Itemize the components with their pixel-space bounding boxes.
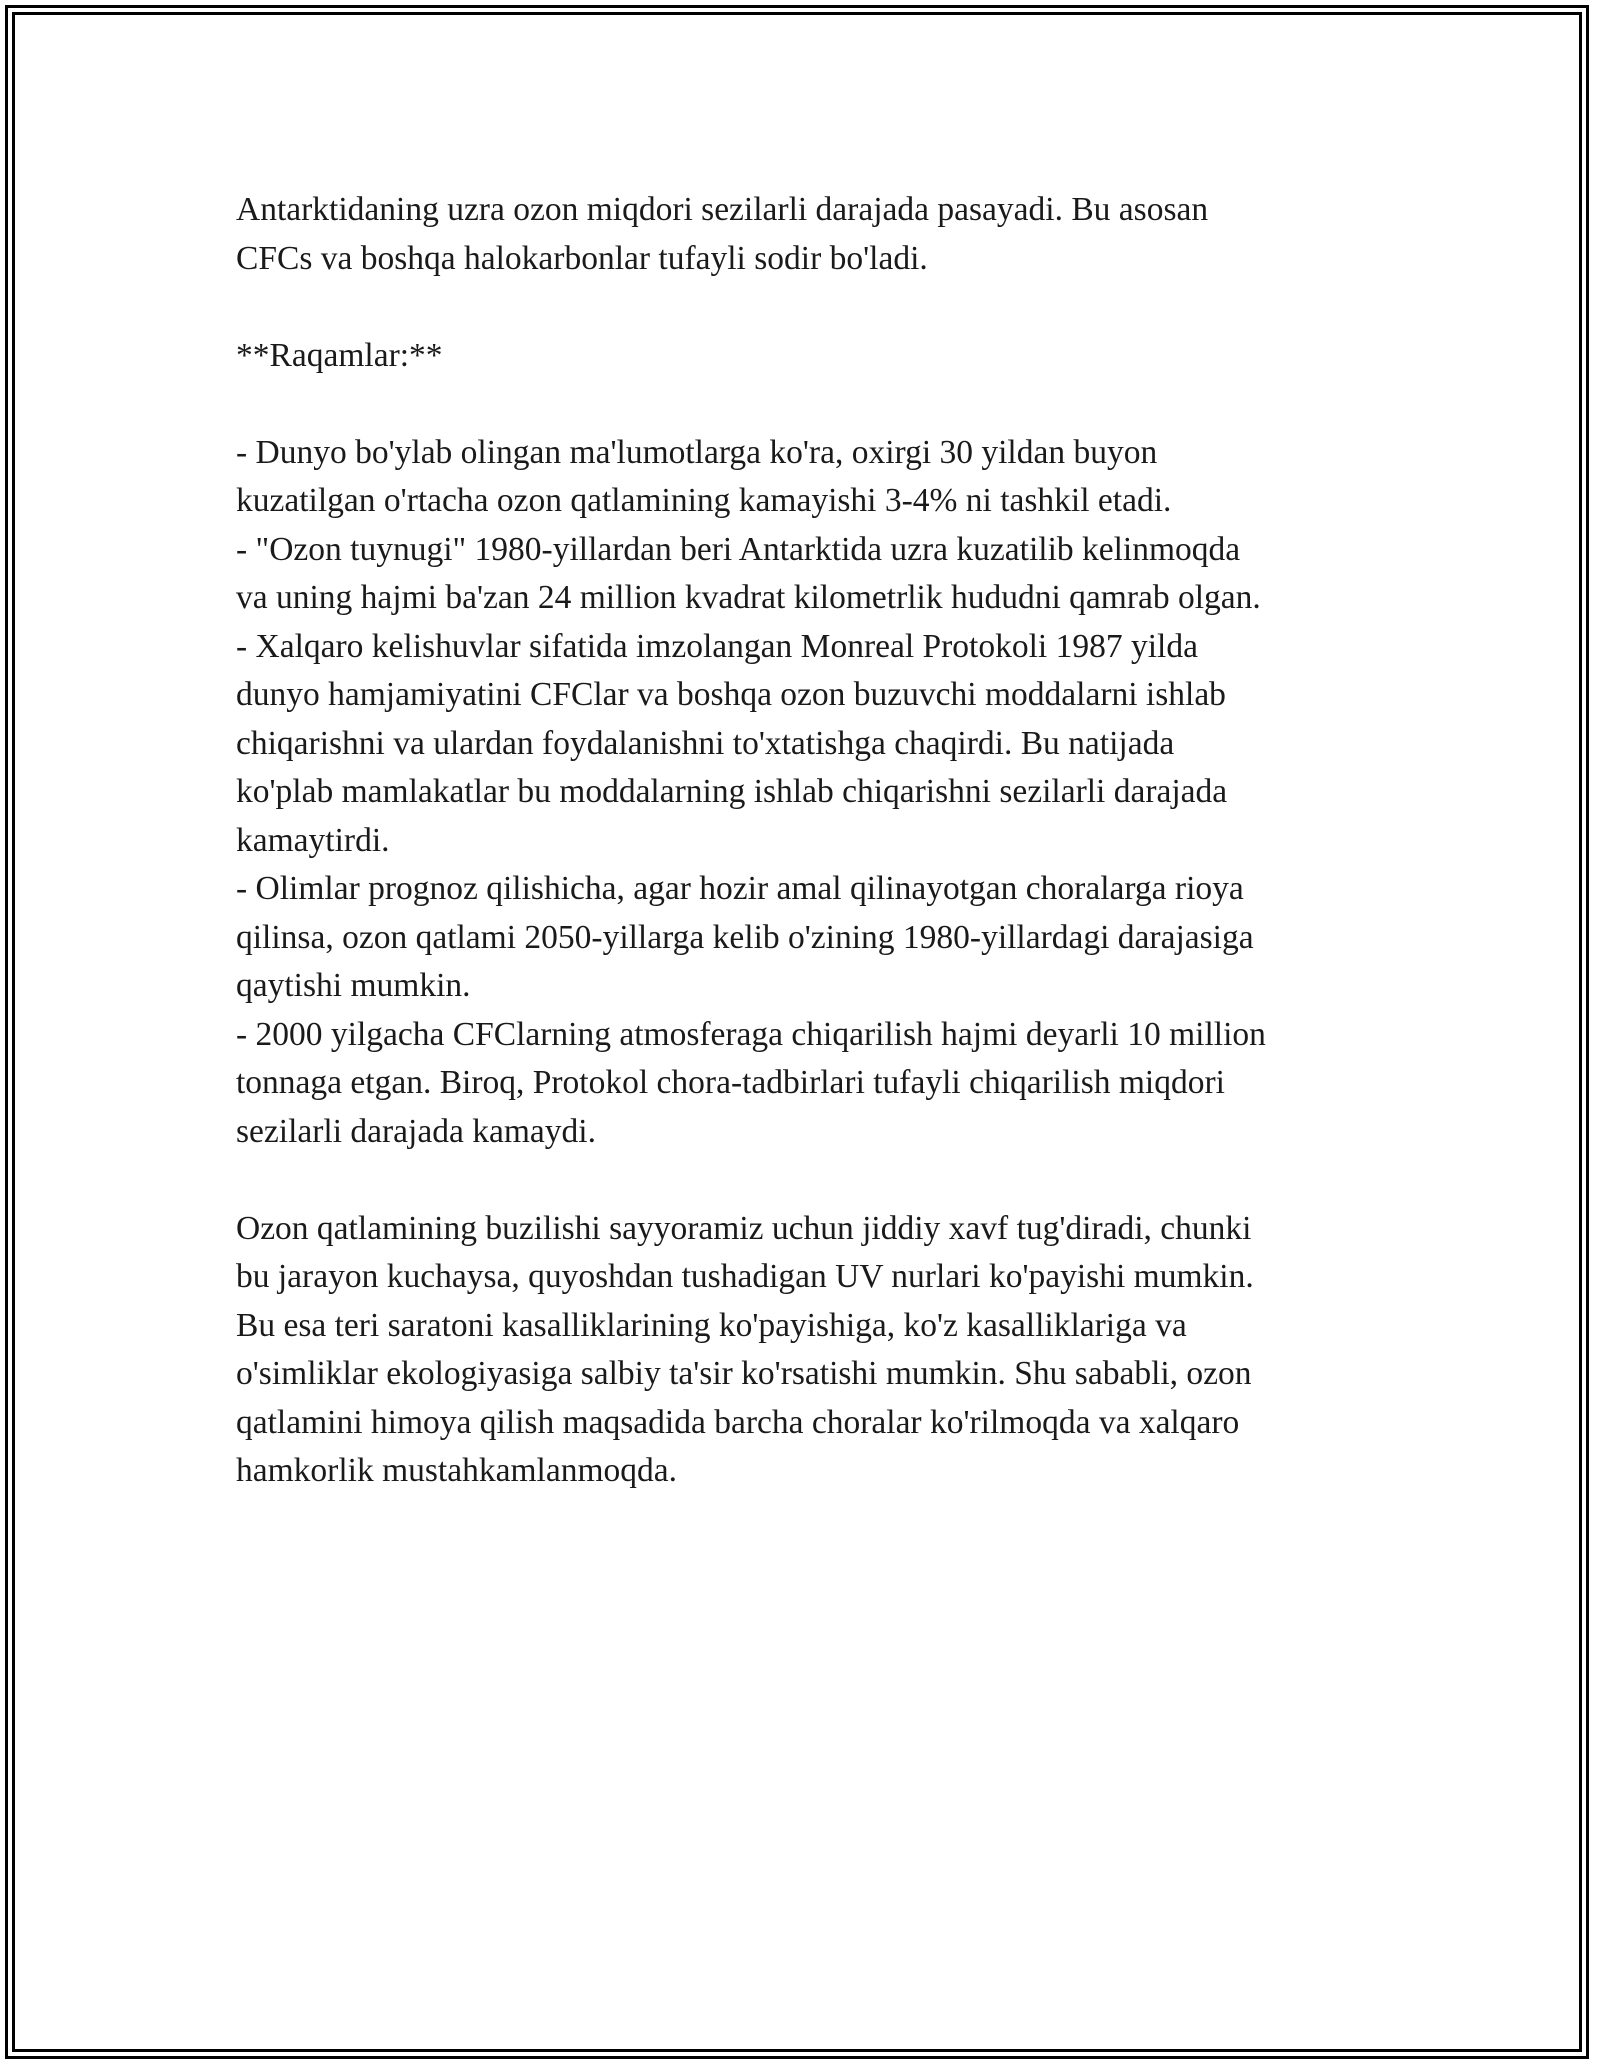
figures-list [236, 429, 1386, 1157]
list-line: - 2000 yilgacha CFClarning atmosferaga chiqarilish hajmi deyarli 10 million [236, 1015, 1266, 1053]
paragraph-spacer [236, 283, 1386, 332]
text-line: bu jarayon kuchaysa, quyoshdan tushadigan UV nurlari ko'payishi mumkin. [236, 1258, 1254, 1295]
text-line: Antarktidaning uzra ozon miqdori sezilarli darajada pasayadi. Bu asosan [236, 191, 1209, 228]
text-line: Ozon qatlamining buzilishi sayyoramiz uchun jiddiy xavf tug'diradi, chunki [236, 1209, 1252, 1247]
list-line: kamaytirdi. [236, 821, 390, 859]
paragraph-spacer [236, 380, 1386, 429]
intro-paragraph [236, 186, 1386, 283]
text-line: CFCs va boshqa halokarbonlar tufayli sodir bo'ladi. [236, 239, 928, 277]
list-line: - Olimlar prognoz qilishicha, agar hozir amal qilinayotgan choralarga rioya [236, 870, 1244, 907]
list-line: - Dunyo bo'ylab olingan ma'lumotlarga ko'ra, oxirgi 30 yildan buyon [236, 433, 1158, 471]
list-line: - "Ozon tuynugi" 1980-yillardan beri Antarktida uzra kuzatilib kelinmoqda [236, 530, 1241, 568]
list-line: qaytishi mumkin. [236, 967, 471, 1004]
document-body [236, 186, 1386, 1496]
list-line: kuzatilgan o'rtacha ozon qatlamining kamayishi 3-4% ni tashkil etadi. [236, 482, 1172, 519]
list-line: qilinsa, ozon qatlami 2050-yillarga kelib o'zining 1980-yillardagi darajasiga [236, 918, 1254, 956]
text-line: qatlamini himoya qilish maqsadida barcha choralar ko'rilmoqda va xalqaro [236, 1403, 1240, 1441]
list-line: dunyo hamjamiyatini CFClar va boshqa ozon buzuvchi moddalarni ishlab [236, 676, 1226, 713]
text-line: hamkorlik mustahkamlanmoqda. [236, 1452, 677, 1489]
text-line: Bu esa teri saratoni kasalliklarining ko'payishiga, ko'z kasalliklariga va [236, 1306, 1187, 1344]
list-line: sezilarli darajada kamaydi. [236, 1112, 596, 1150]
conclusion-paragraph [236, 1205, 1386, 1496]
list-line: - Xalqaro kelishuvlar sifatida imzolangan Monreal Protokoli 1987 yilda [236, 627, 1198, 665]
list-line: chiqarishni va ulardan foydalanishni to'xtatishga chaqirdi. Bu natijada [236, 724, 1175, 762]
section-heading: **Raqamlar:** [236, 336, 443, 374]
list-line: tonnaga etgan. Biroq, Protokol chora-tadbirlari tufayli chiqarilish miqdori [236, 1064, 1225, 1101]
paragraph-spacer [236, 1156, 1386, 1205]
list-line: va uning hajmi ba'zan 24 million kvadrat kilometrlik hududni qamrab olgan. [236, 579, 1261, 616]
text-line: o'simliklar ekologiyasiga salbiy ta'sir ko'rsatishi mumkin. Shu sababli, ozon [236, 1355, 1252, 1392]
list-line: ko'plab mamlakatlar bu moddalarning ishlab chiqarishni sezilarli darajada [236, 773, 1228, 810]
